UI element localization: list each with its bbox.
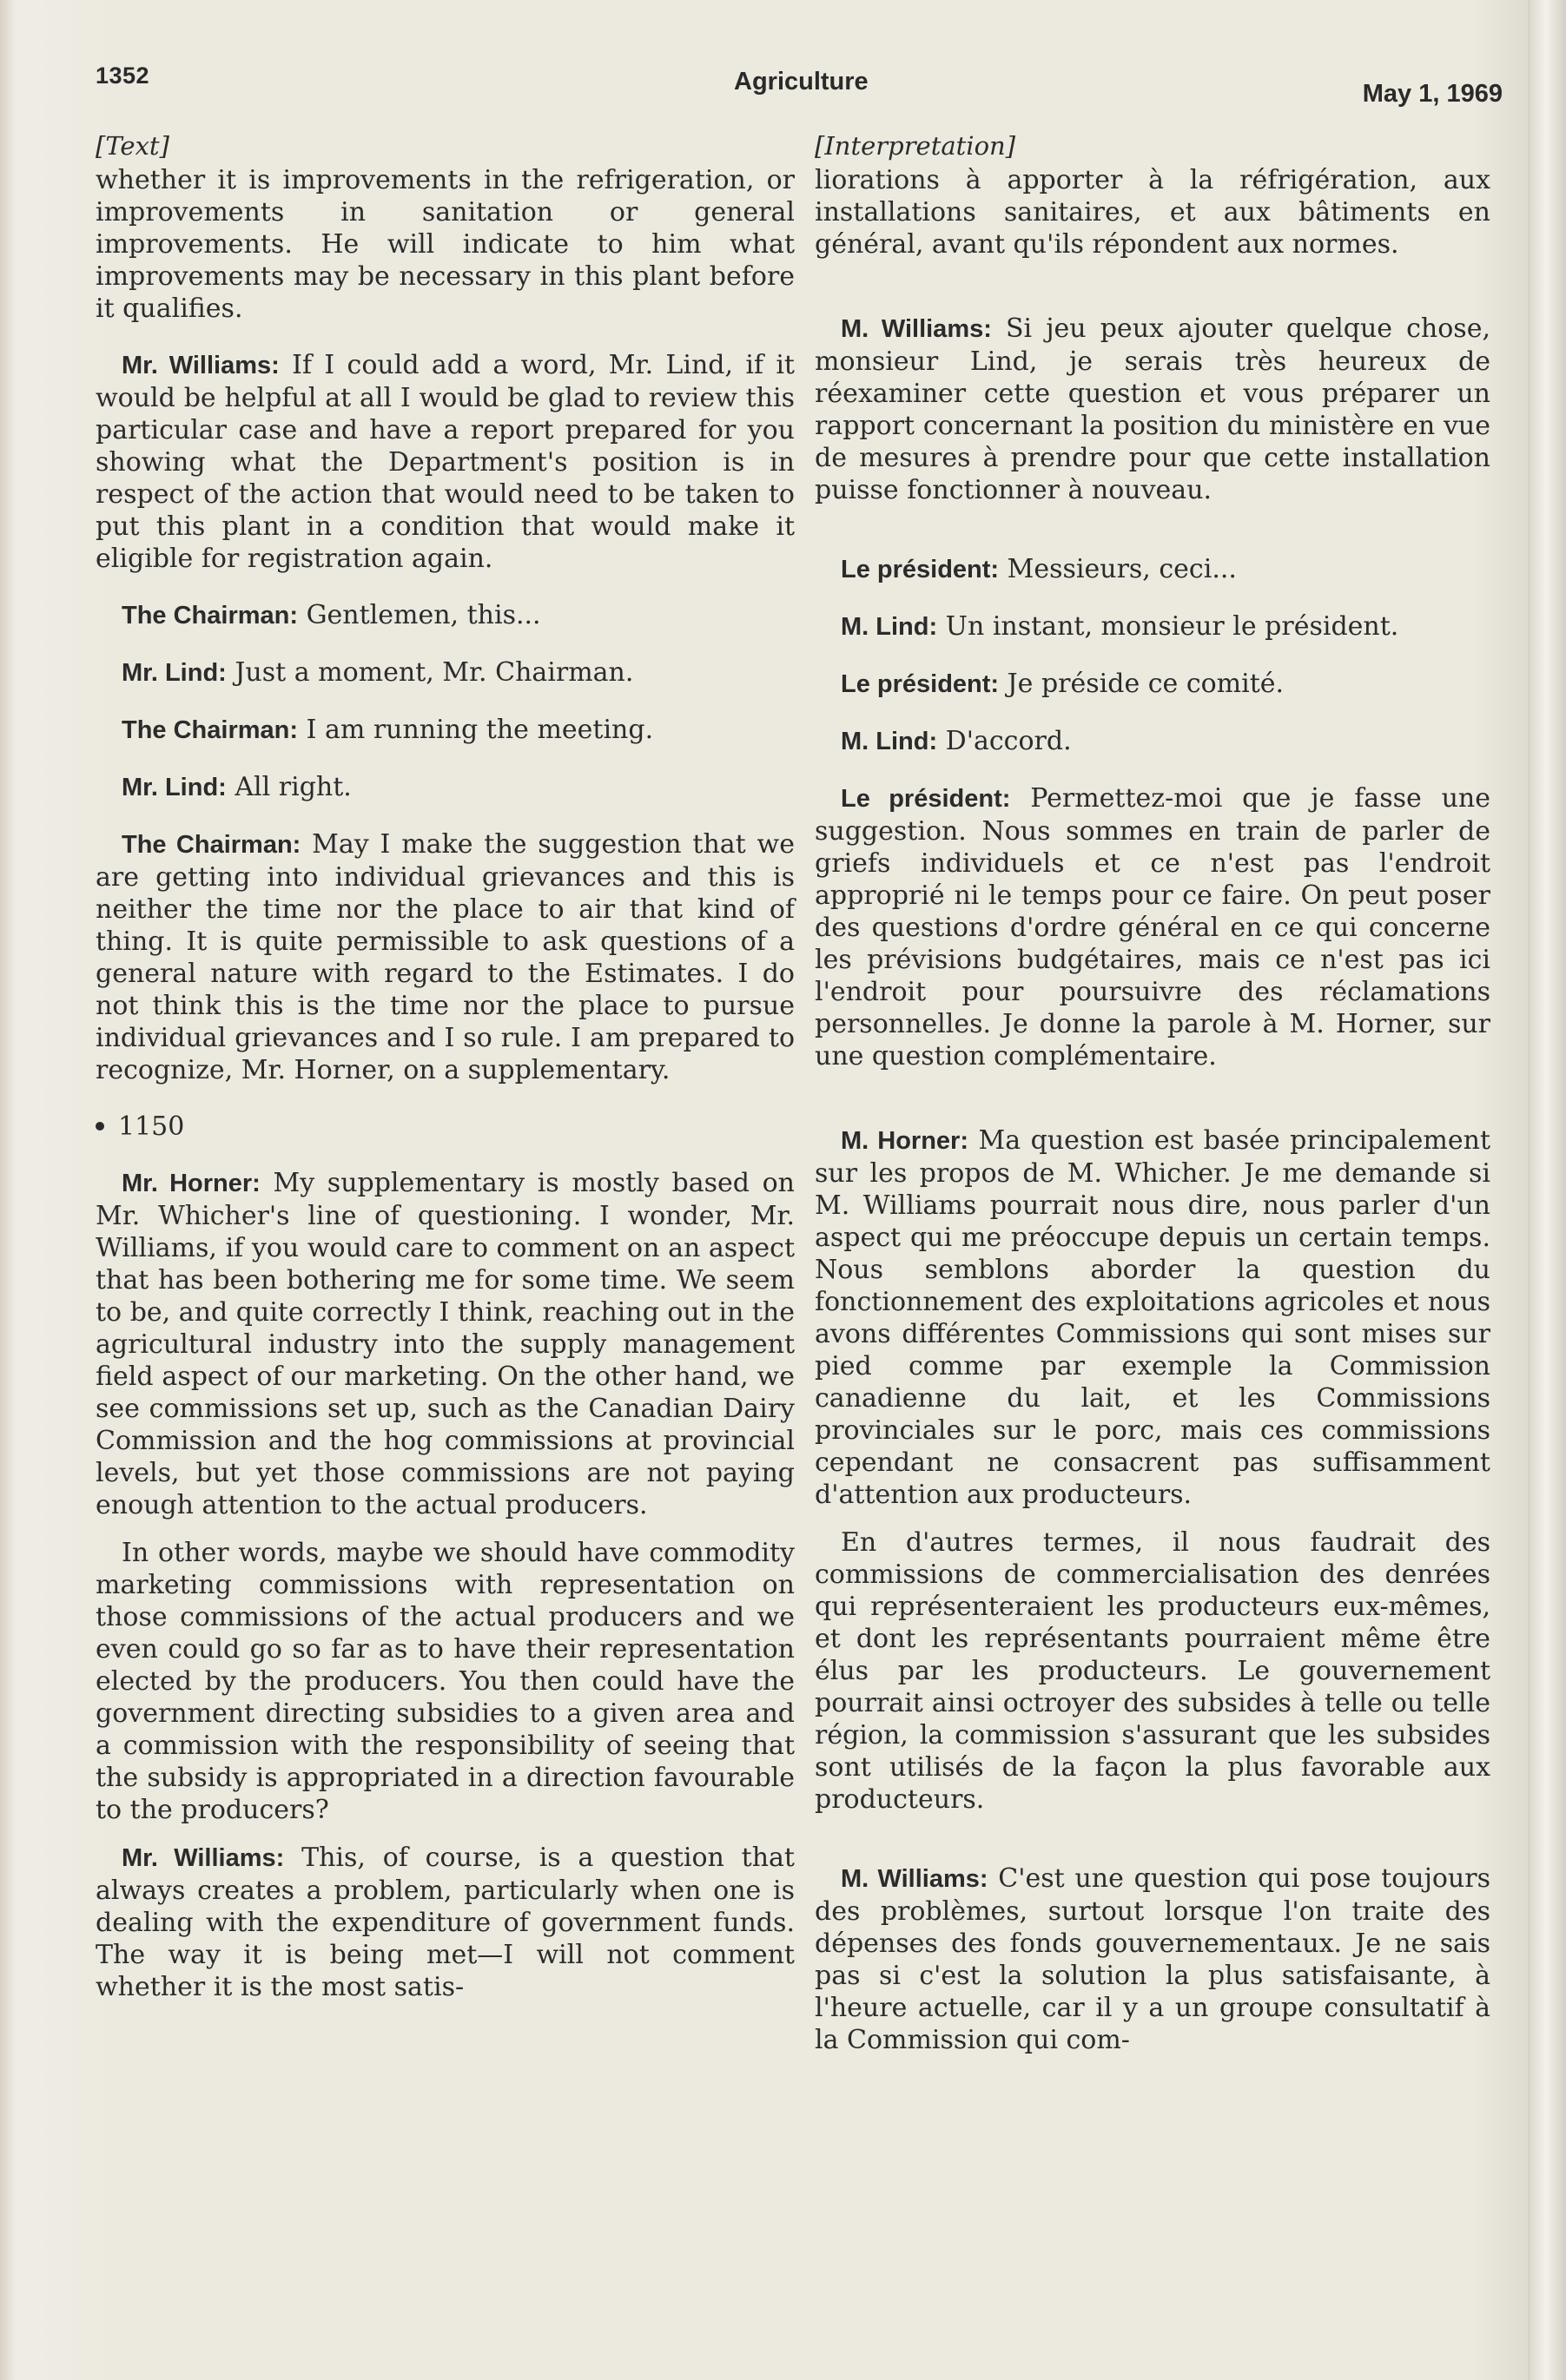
speaker-name: Mr. Williams: — [122, 352, 280, 379]
speaker-name: The Chairman: — [122, 831, 301, 859]
time-marker-value: 1150 — [118, 1111, 185, 1142]
paragraph-text: Permettez-moi que je fasse une suggestion. Nous sommes en train de parler de griefs individuels et ce n'est pas l'endroit approprié ni le temps pour ce faire. On peut poser des questions d'ordre général en ce qui concerne les prévisions budgétaires, mais ce n'est pas ici l'endroit pour poursuivre des réclamations personnelles. Je donne la parole à M. Horner, sur une question complémentaire. — [815, 783, 1490, 1071]
time-marker — [96, 1111, 795, 1143]
speaker-name: Mr. Williams: — [122, 1844, 285, 1872]
english-paragraph-4 — [96, 656, 795, 689]
speaker-name: Le président: — [841, 785, 1011, 813]
english-paragraph-7 — [96, 828, 795, 1086]
french-paragraph-3 — [815, 553, 1490, 586]
french-paragraph-8 — [815, 1124, 1490, 1511]
speaker-name: Mr. Horner: — [122, 1170, 261, 1197]
paragraph-text: Ma question est basée principalement sur les propos de M. Whicher. Je me demande si M. Williams pourrait nous dire, nous parler d'un aspect qui me préoccupe depuis un certain temps. Nous semblons aborder la question du fonctionnement des exploitations agricoles et nous avons différentes Commissions qui sont mises sur pied comme par exemple la Commission canadienne du lait, et les Commissions provinciales sur le porc, mais ces commissions cependant ne consacrent pas suffisamment d'attention aux producteurs. — [815, 1125, 1490, 1510]
paragraph-text: liorations à apporter à la réfrigération, aux installations sanitaires, et aux bâtiments en général, avant qu'ils répondent aux normes. — [815, 165, 1490, 260]
speaker-name: M. Horner: — [841, 1127, 968, 1155]
french-paragraph-1 — [815, 164, 1490, 260]
page-header — [96, 57, 1503, 118]
english-paragraph-2 — [96, 349, 795, 575]
speaker-name: Mr. Lind: — [122, 774, 227, 801]
speaker-name: M. Lind: — [841, 728, 938, 755]
speaker-name: Le président: — [841, 670, 1000, 698]
paragraph-text: I am running the meeting. — [298, 715, 654, 745]
bullet-icon — [96, 1122, 104, 1131]
paragraph-text: Si jeu peux ajouter quelque chose, monsieur Lind, je serais très heureux de réexaminer cette question et vous préparer un rapport concernant la position du ministère en vue de mesures à prendre pour que cette installation puisse fonctionner à nouveau. — [815, 313, 1490, 505]
french-column — [815, 130, 1490, 2056]
french-paragraph-4 — [815, 610, 1490, 643]
paragraph-text: Just a moment, Mr. Chairman. — [226, 657, 634, 688]
paragraph-text: May I make the suggestion that we are getting into individual grievances and this is neither the time nor the place to air that kind of thing. It is quite permissible to ask questions of a general nature with regard to the Estimates. I do not think this is the time nor the place to pursue individual grievances and I so rule. I am prepared to recognize, Mr. Horner, on a supplementary. — [96, 829, 795, 1085]
speaker-name: M. Williams: — [841, 1865, 988, 1893]
page-number: 1352 — [96, 63, 150, 89]
english-paragraph-8 — [96, 1167, 795, 1521]
speaker-name: Mr. Lind: — [122, 659, 227, 687]
english-paragraph-3 — [96, 599, 795, 632]
french-paragraph-9 — [815, 1526, 1490, 1816]
paragraph-text: Gentlemen, this... — [298, 600, 541, 630]
speaker-name: The Chairman: — [122, 716, 299, 744]
paragraph-text: All right. — [226, 772, 352, 802]
french-paragraph-7 — [815, 782, 1490, 1072]
paragraph-text: En d'autres termes, il nous faudrait des commissions de commercialisation des denrées qui représenteraient les producteurs eux-mêmes, et dont les représentants pourraient même être élus par les producteurs. Le gouvernement pourrait ainsi octroyer des subsides à telle ou telle région, la commission s'assurant que les subsides sont utilisés de la façon la plus favorable aux producteurs. — [815, 1527, 1490, 1815]
french-paragraph-5 — [815, 668, 1490, 701]
french-paragraph-10 — [815, 1862, 1490, 2056]
speaker-name: M. Lind: — [841, 613, 938, 641]
paragraph-text: C'est une question qui pose toujours des problèmes, surtout lorsque l'on traite des dépenses des fonds gouvernementaux. Je ne sais pas si c'est la solution la plus satisfaisante, à l'heure actuelle, car il y a un groupe consultatif à la Commission qui com- — [815, 1863, 1490, 2055]
english-paragraph-1 — [96, 164, 795, 325]
english-paragraph-10 — [96, 1842, 795, 2003]
paragraph-text: If I could add a word, Mr. Lind, if it would be helpful at all I would be glad to review this particular case and have a report prepared for you showing what the Department's position is in respect of the action that would need to be taken to put this plant in a condition that would make it eligible for registration again. — [96, 350, 795, 574]
english-column — [96, 130, 795, 2003]
speaker-name: Le président: — [841, 556, 1000, 583]
paragraph-text: Un instant, monsieur le président. — [937, 611, 1399, 642]
paragraph-text: whether it is improvements in the refrigeration, or improvements in sanitation or general improvements. He will indicate to him what improvements may be necessary in this plant before it qualifies. — [96, 165, 795, 324]
paragraph-text: This, of course, is a question that always creates a problem, particularly when one is dealing with the expenditure of government funds. The way it is being met—I will not comment whether it is the most satis- — [96, 1843, 795, 2002]
french-paragraph-2 — [815, 313, 1490, 506]
book-binding-edge — [1529, 0, 1566, 2380]
page-date: May 1, 1969 — [1362, 80, 1503, 108]
paragraph-text: My supplementary is mostly based on Mr. Whicher's line of questioning. I wonder, Mr. Williams, if you would care to comment on an aspect that has been bothering me for some time. We seem to be, and quite correctly I think, reaching out in the agricultural industry into the supply management field aspect of our marketing. On the other hand, we see commissions set up, such as the Canadian Dairy Commission and the hog commissions at provincial levels, but yet those commissions are not paying enough attention to the actual producers. — [96, 1168, 795, 1520]
speaker-name: The Chairman: — [122, 602, 299, 630]
page-left-shadow — [0, 0, 16, 2380]
paragraph-text: In other words, maybe we should have commodity marketing commissions with representation on those commissions of the actual producers and we even could go so far as to have their representation elected by the producers. You then could have the government directing subsidies to a given area and a commission with the responsibility of seeing that the subsidy is appropriated in a direction favourable to the producers? — [96, 1538, 795, 1825]
french-paragraph-6 — [815, 725, 1490, 758]
english-paragraph-5 — [96, 714, 795, 747]
english-paragraph-6 — [96, 771, 795, 804]
column-label-interpretation: [Interpretation] — [815, 131, 1016, 161]
section-title: Agriculture — [734, 68, 869, 96]
column-label-text: [Text] — [96, 131, 169, 161]
english-paragraph-9 — [96, 1537, 795, 1826]
paragraph-text: Messieurs, ceci... — [999, 554, 1237, 584]
paragraph-text: Je préside ce comité. — [999, 669, 1285, 699]
speaker-name: M. Williams: — [841, 315, 992, 343]
paragraph-text: D'accord. — [937, 726, 1072, 756]
